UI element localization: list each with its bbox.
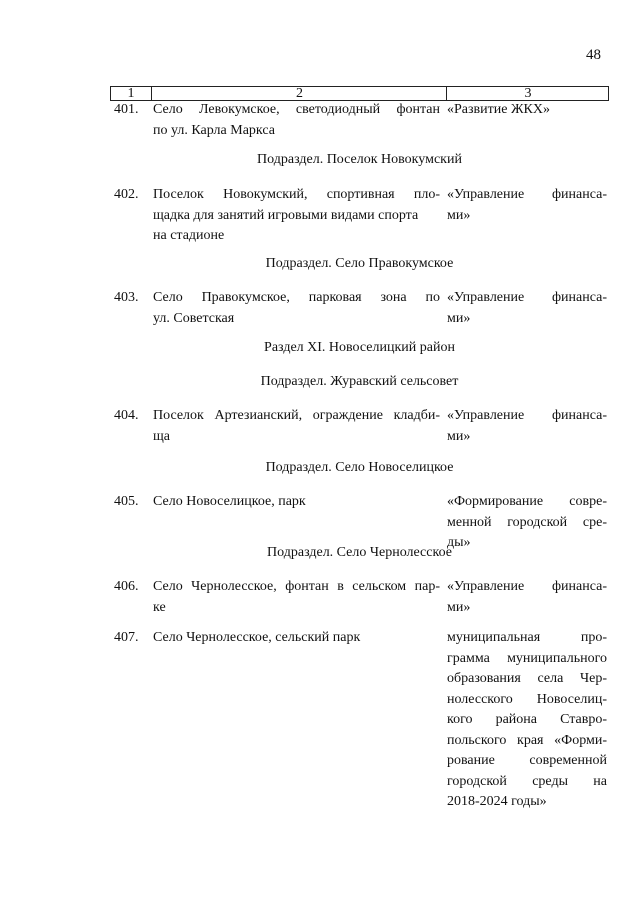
subsection-heading: Подраздел. Село Чернолесское	[267, 545, 452, 560]
entry-description	[153, 185, 440, 247]
entry-number: 405.	[114, 494, 139, 509]
description-line: Село Новоселицкое, парк	[153, 494, 306, 509]
program-line: «Управление финанса-	[447, 290, 607, 305]
description-line: по ул. Карла Маркса	[153, 122, 275, 138]
program-line: ды»	[447, 535, 471, 550]
description-line: Поселок Новокумский, спортивная пло-	[153, 187, 440, 202]
table-header-cell: 3	[446, 87, 609, 100]
program-line: нолесского Новоселиц-	[447, 691, 607, 707]
program-line: рование современной	[447, 753, 607, 768]
description-line: Село Чернолесское, сельский парк	[153, 630, 361, 645]
description-line: Село Правокумское, парковая зона по	[153, 290, 440, 305]
subsection-heading: Подраздел. Журавский сельсовет	[260, 374, 459, 389]
program-line: «Развитие ЖКХ»	[447, 102, 550, 117]
entry-number: 401.	[114, 102, 139, 117]
description-line: Село Чернолесское, фонтан в сельском пар-	[153, 579, 440, 594]
program-line: менной городской сре-	[447, 514, 607, 530]
description-line: щадка для занятий игровыми видами спорта	[153, 207, 419, 223]
program-line: ми»	[447, 207, 471, 223]
entry-program	[447, 100, 607, 121]
program-line: городской среды на	[447, 773, 607, 789]
entry-description	[153, 100, 440, 141]
entry-program	[447, 185, 607, 226]
entry-description	[153, 492, 440, 513]
section-heading: Раздел XI. Новоселицкий район	[264, 340, 455, 355]
entry-description	[153, 577, 440, 618]
table-header-row	[110, 86, 609, 101]
program-line: муниципальная про-	[447, 630, 607, 645]
program-line: 2018-2024 годы»	[447, 794, 547, 809]
description-line: Поселок Артезианский, ограждение кладби-	[153, 408, 440, 423]
entry-program	[447, 288, 607, 329]
entry-description	[153, 628, 440, 649]
entry-number: 403.	[114, 290, 139, 305]
page-number: 48	[586, 47, 601, 63]
description-line: Село Левокумское, светодиодный фонтан	[153, 102, 440, 117]
table-header-cell: 2	[151, 87, 447, 100]
entry-description	[153, 288, 440, 329]
entry-number: 404.	[114, 408, 139, 423]
program-line: «Управление финанса-	[447, 408, 607, 423]
entry-description	[153, 406, 440, 447]
entry-number: 406.	[114, 579, 139, 594]
program-line: «Формирование совре-	[447, 494, 607, 509]
program-line: польского края «Форми-	[447, 732, 607, 748]
description-line: ул. Советская	[153, 310, 235, 326]
program-line: ми»	[447, 599, 471, 615]
description-line: на стадионе	[153, 228, 225, 243]
entry-number: 402.	[114, 187, 139, 202]
program-line: ми»	[447, 310, 471, 326]
entry-number: 407.	[114, 630, 139, 645]
subsection-heading: Подраздел. Село Правокумское	[265, 256, 454, 271]
subsection-heading: Подраздел. Поселок Новокумский	[257, 152, 462, 167]
subsection-heading: Подраздел. Село Новоселицкое	[265, 460, 454, 475]
description-line: ща	[153, 428, 170, 444]
entry-program	[447, 628, 607, 813]
table-header-cell: 1	[127, 86, 135, 101]
program-line: «Управление финанса-	[447, 579, 607, 594]
program-line: «Управление финанса-	[447, 187, 607, 202]
program-line: кого района Ставро-	[447, 712, 607, 727]
program-line: ми»	[447, 428, 471, 444]
program-line: образования села Чер-	[447, 671, 607, 686]
entry-program	[447, 406, 607, 447]
entry-program	[447, 577, 607, 618]
description-line: ке	[153, 599, 166, 615]
program-line: грамма муниципального	[447, 650, 607, 666]
